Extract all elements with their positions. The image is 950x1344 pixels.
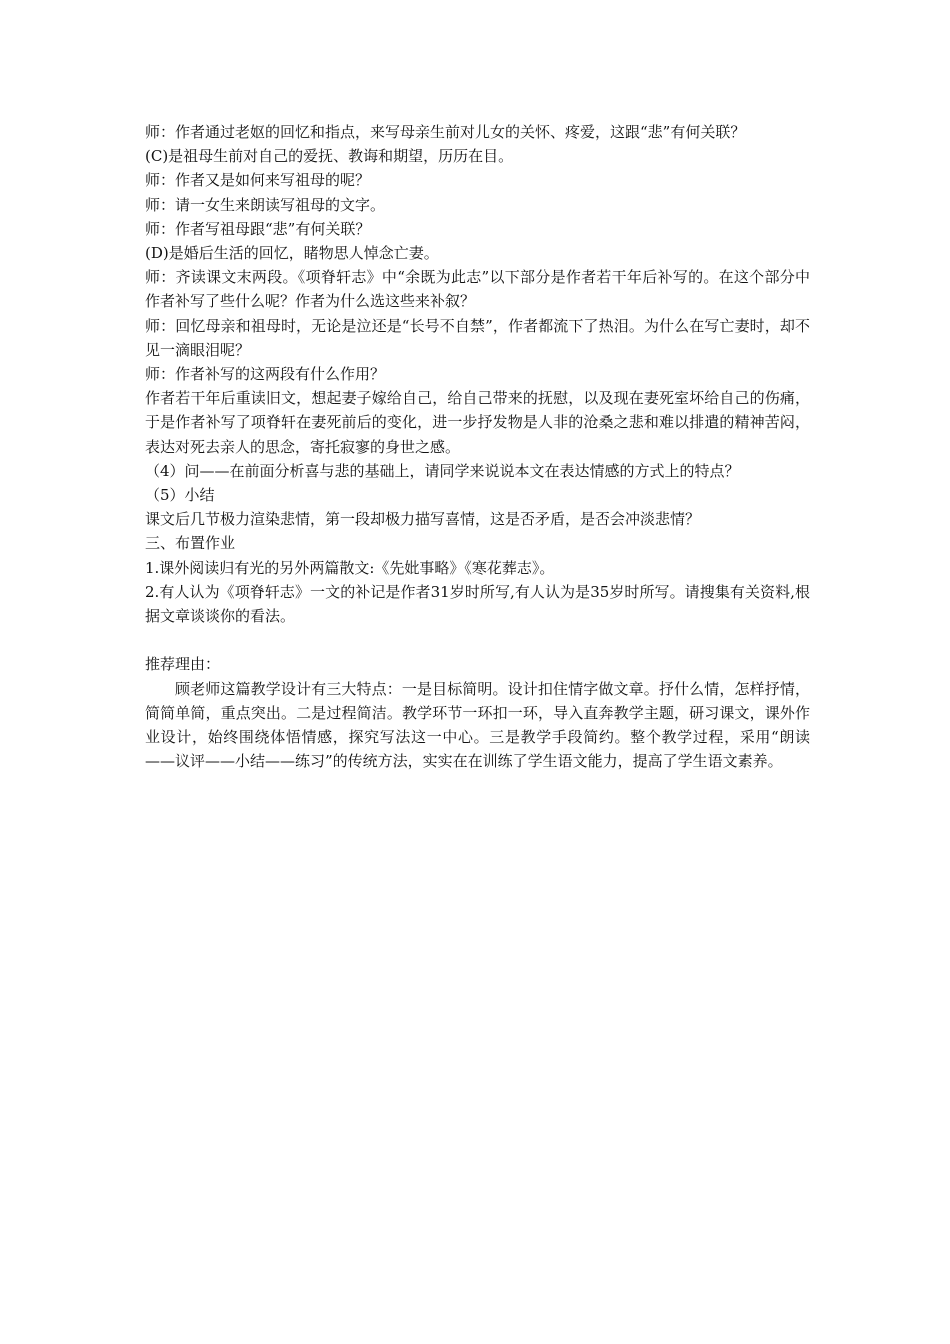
recommend-heading: 推荐理由： [145, 655, 221, 674]
recommend-paragraph: 顾老师这篇教学设计有三大特点：一是目标简明。设计扣住情字做文章。抒什么情，怎样抒情，简简单简，重点突出。二是过程简洁。教学环节一环扣一环，导入直奔教学主题，研习课文，课外作业设计，始终围绕体悟情感，探究写法这一中心。三是教学手段简约。整个教学过程，采用“朗读——议评——小结——练习”的传统方法，实实在在训练了学生语文能力，提高了学生语文素养。 [145, 679, 810, 771]
homework-item-2: 2.有人认为《项脊轩志》一文的补记是作者31岁时所写,有人认为是35岁时所写。请搜集有关资料,根据文章谈谈你的看法。 [145, 582, 810, 626]
section-heading-homework: 三、布置作业 [145, 534, 236, 553]
paragraph-teacher-question-grandmother: 师：作者又是如何来写祖母的呢？ [145, 171, 371, 190]
paragraph-answer-function: 作者若干年后重读旧文，想起妻子嫁给自己，给自己带来的抚慰，以及现在妻死室坏给自己的伤痛，于是作者补写了项脊轩在妻死前后的变化，进一步抒发物是人非的沧桑之悲和难以排遣的精神苦闷，表达对死去亲人的思念，寄托寂寥的身世之感。 [145, 389, 810, 456]
paragraph-step-4: （4）问——在前面分析喜与悲的基础上，请同学来说说本文在表达情感的方式上的特点？ [145, 461, 740, 480]
paragraph-point-d: (D)是婚后生活的回忆，睹物思人悼念亡妻。 [145, 244, 439, 263]
paragraph-point-c: (C)是祖母生前对自己的爱抚、教诲和期望，历历在目。 [145, 147, 514, 166]
paragraph-teacher-reading-last-sections: 师：齐读课文末两段。《项脊轩志》中“余既为此志”以下部分是作者若干年后补写的。在这个部分中作者补写了些什么呢？作者为什么选这些来补叙？ [145, 268, 810, 311]
paragraph-teacher-question-mother: 师：作者通过老妪的回忆和指点，来写母亲生前对儿女的关怀、疼爱，这跟“悲”有何关联？ [145, 123, 746, 141]
document-page [145, 120, 810, 773]
homework-item-1: 1.课外阅读归有光的另外两篇散文:《先妣事略》《寒花葬志》。 [145, 558, 555, 577]
blank-line [145, 628, 810, 652]
paragraph-teacher-question-sorrow: 师：作者写祖母跟“悲”有何关联？ [145, 219, 371, 238]
paragraph-teacher-reading-request: 师：请一女生来朗读写祖母的文字。 [145, 195, 386, 214]
paragraph-summary-question: 课文后几节极力渲染悲情，第一段却极力描写喜情，这是否矛盾，是否会冲淡悲情？ [145, 510, 701, 529]
paragraph-teacher-question-function: 师：作者补写的这两段有什么作用？ [145, 365, 386, 384]
paragraph-teacher-question-tears: 师：回忆母亲和祖母时，无论是泣还是“长号不自禁”，作者都流下了热泪。为什么在写亡妻时，却不见一滴眼泪呢？ [145, 316, 810, 359]
paragraph-step-5: （5）小结 [145, 486, 215, 505]
